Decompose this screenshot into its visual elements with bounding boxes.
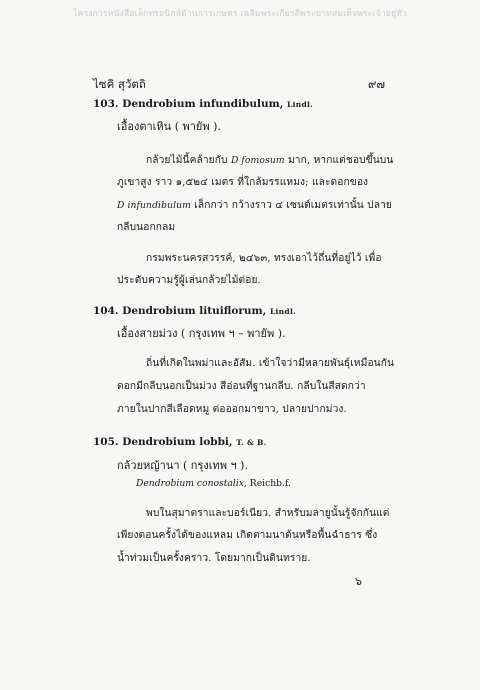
body-line <box>146 152 393 168</box>
entry-author: Lindl. <box>287 100 314 109</box>
watermark-text: โครงการหนังสือเล็กทรอนิกส์ด้านการเกษตร เฉลิมพระเกียรติพระบาทสมเด็จพระเจ้าอยู่หัว <box>72 9 408 19</box>
page-number-bottom: ๖ <box>355 575 362 588</box>
body-line: เพียงตอนครั้งได้ของแหลม เกิดตามนาต้นหรือพื้นฉำธาร ซึ่ง <box>117 530 378 541</box>
body-text: เล็กกว่า กว้างราว ๔ เซนต์เมตรเท่านั้น ปลาย <box>190 200 392 211</box>
body-line: น้ำท่วมเป็นครั้งคราว. โดยมากเป็นดินทราย. <box>117 553 311 564</box>
entry-thai-name-104: เอื้องสายม่วง ( กรุงเทพ ฯ – พายัพ ). <box>117 327 286 340</box>
body-text: มาก, หากแต่ชอบขึ้นบน <box>284 155 394 166</box>
synonym-author: Reichb.f. <box>246 478 291 489</box>
page-number-top: ๙๗ <box>368 77 386 91</box>
body-line: กลีบนอกกลม <box>117 222 176 233</box>
body-line: ภายในปากสีเลือดหมู ต่อออกมาขาว, ปลายปากม่วง. <box>117 404 347 415</box>
entry-thai-name-105: กล้วยหญ้านา ( กรุงเทพ ฯ ). <box>117 459 248 472</box>
entry-title-text: 104. Dendrobium lituiflorum, <box>93 305 267 317</box>
entry-thai-name-103: เอื้องตาเหิน ( พายัพ ). <box>117 120 221 133</box>
entry-title-text: 105. Dendrobium lobbi, <box>93 436 233 448</box>
entry-author: T. & B. <box>236 438 267 447</box>
body-line: ดอกมีกลีบนอกเป็นม่วง สีอ่อนที่ฐานกลีบ. กลีบในสีสดกว่า <box>117 381 366 392</box>
entry-title-105 <box>93 436 267 448</box>
entry-author: Lindl. <box>269 307 297 316</box>
body-line: ถิ่นที่เกิดในพม่าและอัสัม. เข้าใจว่ามีหลายพันธุ์เหมือนกัน <box>146 358 395 369</box>
running-head: ไซคิ สุวัตถิ <box>93 77 146 91</box>
body-line: พบในสุมาตราและบอร์เนียว. สำหรับมลายูนั้นรู้จักกันแต่ <box>146 508 390 519</box>
body-line <box>117 197 392 213</box>
entry-title-text: 103. Dendrobium infundibulum, <box>93 98 284 110</box>
body-line: กรมพระนครสวรรค์, ๒๔๖๓, ทรงเอาไว้ถึ่นที่อยู่ไว้ เพื่อ <box>146 253 382 264</box>
entry-title-103 <box>93 98 313 110</box>
body-line: ประดับความรู้ผู้เล่นกล้วยไม้ต่อย. <box>117 275 261 286</box>
species-name-italic: D infundibulum <box>117 200 191 211</box>
body-line: ภูเขาสูง ราว ๑,๕๒๔ เมตร ที่ใกล้มรรแหมง; และดอกของ <box>117 177 369 188</box>
species-name-italic: D fomosum <box>230 155 285 166</box>
entry-title-104 <box>93 305 296 317</box>
body-text: กล้วยไม้นี้คล้ายกับ <box>146 155 231 166</box>
synonym-species: Dendrobium conostalix, <box>136 478 247 489</box>
synonym-line <box>136 478 291 489</box>
